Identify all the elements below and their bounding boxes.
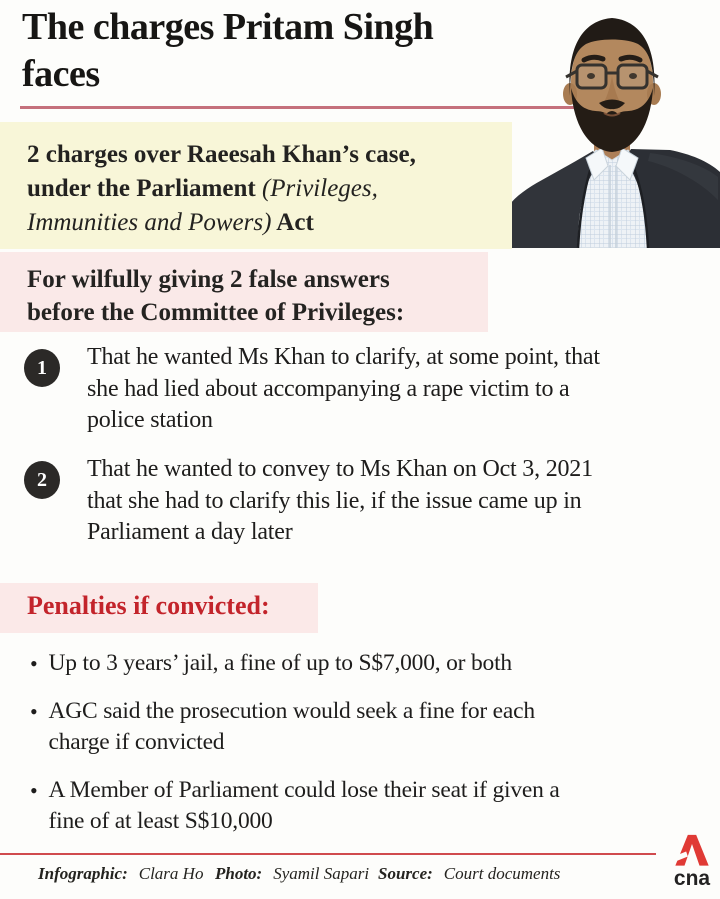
page-title-line-1: The charges Pritam Singh: [22, 6, 434, 48]
penalties-heading-box: [0, 583, 318, 633]
pritam-singh-photo: [500, 0, 720, 248]
charges-summary-text: [27, 138, 416, 240]
credit-source-value: Court documents: [443, 864, 561, 883]
penalty-bullet-3-text: [49, 775, 560, 837]
charge-2-line-2: that she had to clarify this lie, if the issue came up in: [87, 487, 582, 514]
penalties-list: [30, 648, 696, 854]
charge-1-line-2: she had lied about accompanying a rape victim to a: [87, 375, 570, 402]
charges-summary-box: [0, 122, 512, 249]
cna-lambda-icon: [672, 831, 712, 867]
title-underline: [20, 106, 578, 109]
charge-2-line-1: That he wanted to convey to Ms Khan on Oct 3, 2021: [87, 456, 593, 482]
penalty-1-line-1: • Up to 3 years’ jail, a fine of up to S$7,000, or both: [48, 650, 512, 676]
charges-summary-line-3-bold: Act: [271, 209, 314, 236]
page-title: [22, 4, 512, 98]
charge-2-number-badge: 2: [24, 461, 60, 499]
penalty-bullet-1: [30, 648, 696, 679]
charges-summary-line-2-italic: (Privileges,: [261, 175, 378, 202]
charge-item-2: [24, 454, 700, 549]
credit-photo: [215, 864, 369, 884]
charge-1-line-3: police station: [87, 407, 213, 433]
credit-source-label: Source:: [378, 864, 433, 883]
cna-logo-text: cna: [673, 867, 711, 890]
penalty-bullet-3: [30, 775, 696, 837]
charge-1-line-1: That he wanted Ms Khan to clarify, at some point, that: [87, 344, 600, 370]
credit-infographic-value: Clara Ho: [138, 864, 204, 883]
penalty-3-line-1: • A Member of Parliament could lose their seat if given a: [48, 777, 560, 803]
credit-infographic-label: Infographic:: [38, 864, 128, 883]
credit-photo-label: Photo:: [215, 864, 263, 883]
offence-box: [0, 252, 488, 332]
offence-line-1: For wilfully giving 2 false answers: [27, 266, 390, 293]
credit-source: [378, 864, 560, 884]
cna-logo: [664, 831, 716, 893]
charges-summary-line-2-bold: under the Parliament: [27, 175, 262, 202]
penalty-3-line-2: fine of at least S$10,000: [48, 808, 273, 834]
charge-2-text: [87, 454, 593, 549]
charges-summary-line-1: 2 charges over Raeesah Khan’s case,: [27, 141, 416, 168]
penalties-heading: Penalties if convicted:: [27, 591, 270, 620]
penalty-bullet-1-text: [49, 648, 512, 679]
charge-item-1: [24, 342, 700, 437]
footer-divider: [0, 853, 656, 855]
penalty-2-line-2: charge if convicted: [48, 729, 225, 755]
offence-text: [27, 263, 404, 329]
penalty-2-line-1: • AGC said the prosecution would seek a fine for each: [48, 698, 535, 724]
page-title-line-2: faces: [22, 53, 100, 95]
offence-line-2: before the Committee of Privileges:: [27, 299, 405, 326]
charge-2-line-3: Parliament a day later: [87, 519, 293, 545]
credit-infographic: [38, 864, 203, 884]
penalty-bullet-2: [30, 696, 696, 758]
charges-summary-line-3-italic: Immunities and Powers): [27, 209, 272, 236]
penalty-bullet-2-text: [49, 696, 535, 758]
charge-1-number-badge: 1: [24, 349, 60, 387]
credit-photo-value: Syamil Sapari: [273, 864, 370, 883]
charge-1-text: [87, 342, 600, 437]
